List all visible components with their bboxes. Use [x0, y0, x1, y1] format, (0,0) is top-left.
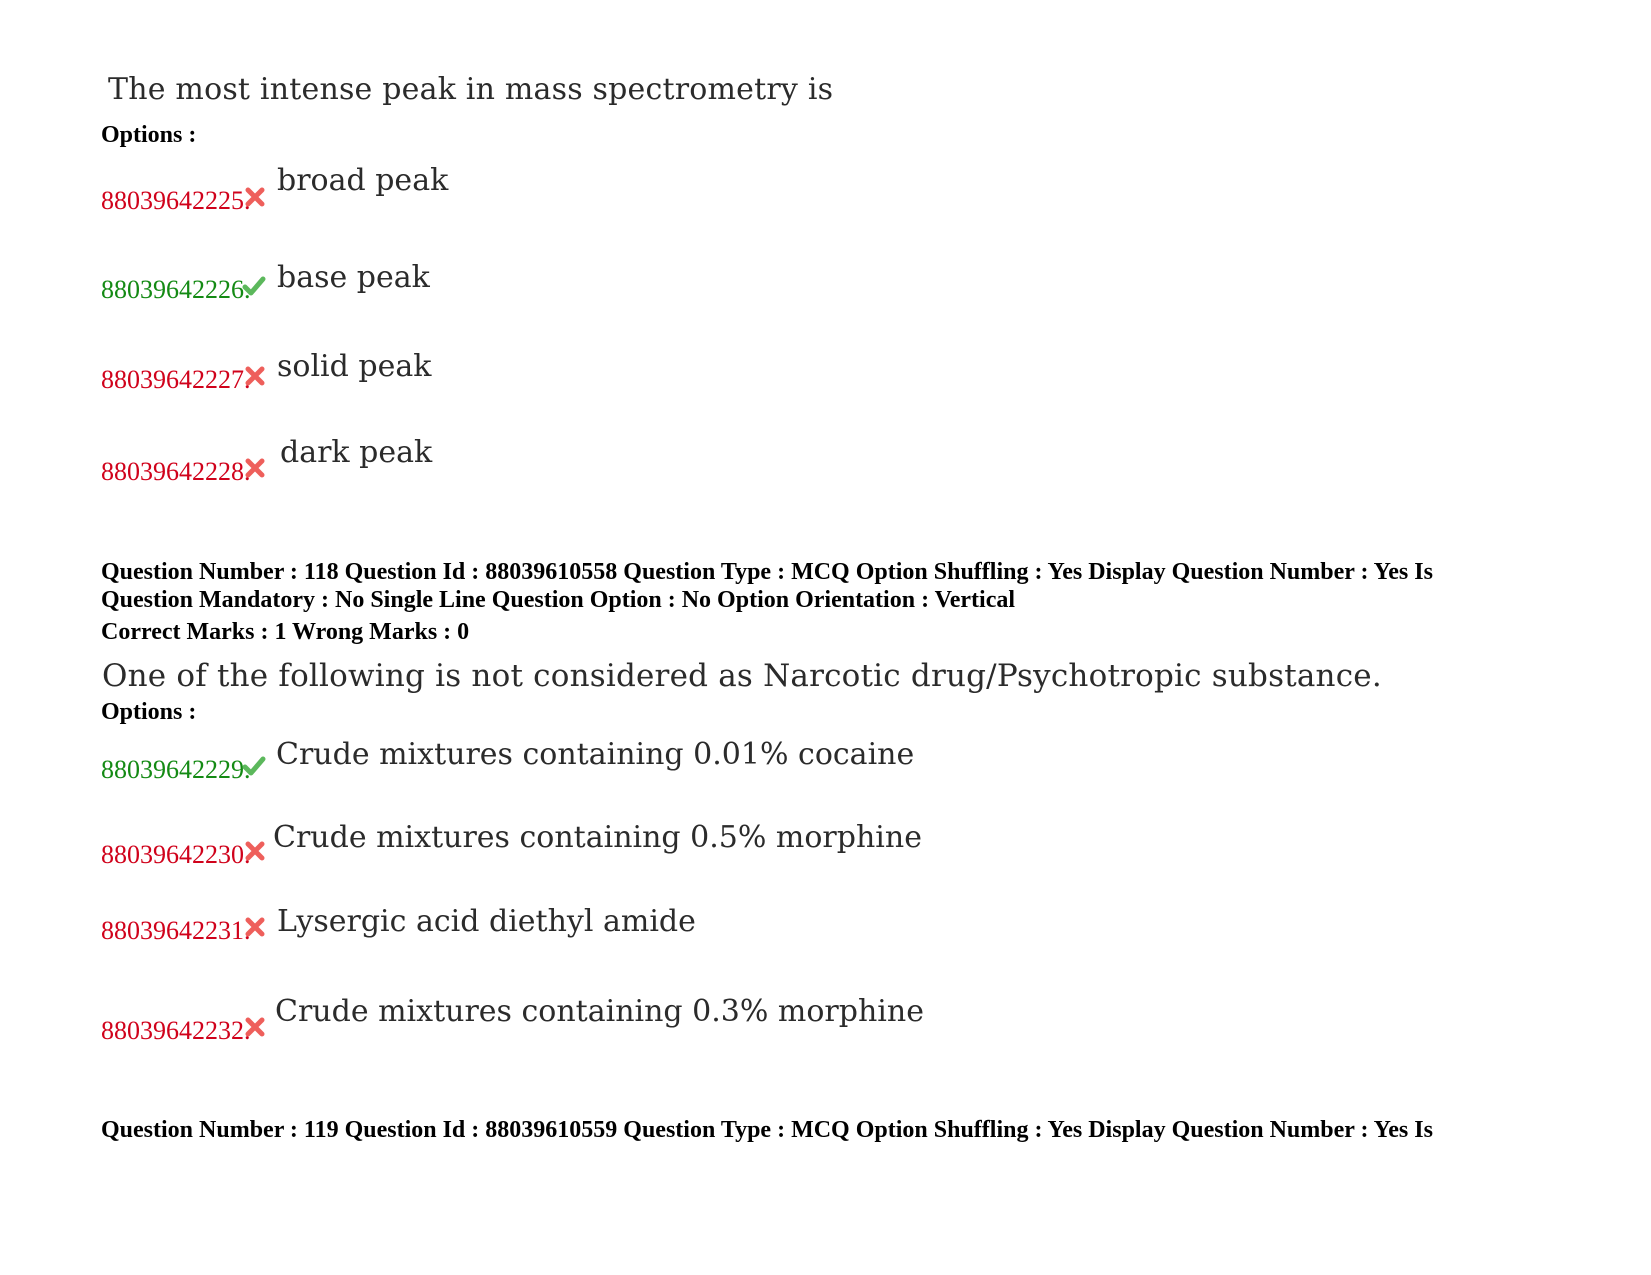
- option-id: 88039642229.: [101, 755, 251, 784]
- option-text: base peak: [277, 260, 430, 295]
- question-meta: Question Number : 118 Question Id : 88039610558 Question Type : MCQ Option Shuffling : Yes Display Question Number : Yes Is: [101, 559, 1433, 585]
- option-id: 88039642227.: [101, 365, 251, 394]
- option-id: 88039642228.: [101, 457, 251, 486]
- question-text: The most intense peak in mass spectrometry is: [108, 72, 834, 107]
- option-id: 88039642231.: [101, 916, 251, 945]
- option-text: Lysergic acid diethyl amide: [277, 904, 696, 939]
- cross-icon: [243, 364, 267, 388]
- option-id: 88039642226.: [101, 275, 251, 304]
- option-id: 88039642230.: [101, 840, 251, 869]
- option-id: 88039642232.: [101, 1016, 251, 1045]
- option-text: Crude mixtures containing 0.01% cocaine: [276, 737, 915, 772]
- option-text: Crude mixtures containing 0.5% morphine: [273, 820, 922, 855]
- cross-icon: [243, 1015, 267, 1039]
- option-text: dark peak: [280, 435, 433, 470]
- cross-icon: [243, 915, 267, 939]
- option-text: Crude mixtures containing 0.3% morphine: [275, 994, 924, 1029]
- cross-icon: [243, 456, 267, 480]
- question-meta: Question Mandatory : No Single Line Question Option : No Option Orientation : Vertical: [101, 587, 1016, 613]
- question-text: One of the following is not considered as Narcotic drug/Psychotropic substance.: [102, 658, 1382, 694]
- option-text: broad peak: [277, 163, 449, 198]
- question-meta: Question Number : 119 Question Id : 88039610559 Question Type : MCQ Option Shuffling : Yes Display Question Number : Yes Is: [101, 1117, 1433, 1143]
- options-label: Options :: [101, 699, 197, 725]
- cross-icon: [243, 185, 267, 209]
- options-label: Options :: [101, 122, 197, 148]
- cross-icon: [243, 839, 267, 863]
- option-text: solid peak: [277, 349, 432, 384]
- option-id: 88039642225.: [101, 186, 251, 215]
- check-icon: [242, 274, 266, 298]
- question-marks: Correct Marks : 1 Wrong Marks : 0: [101, 619, 470, 645]
- check-icon: [242, 754, 266, 778]
